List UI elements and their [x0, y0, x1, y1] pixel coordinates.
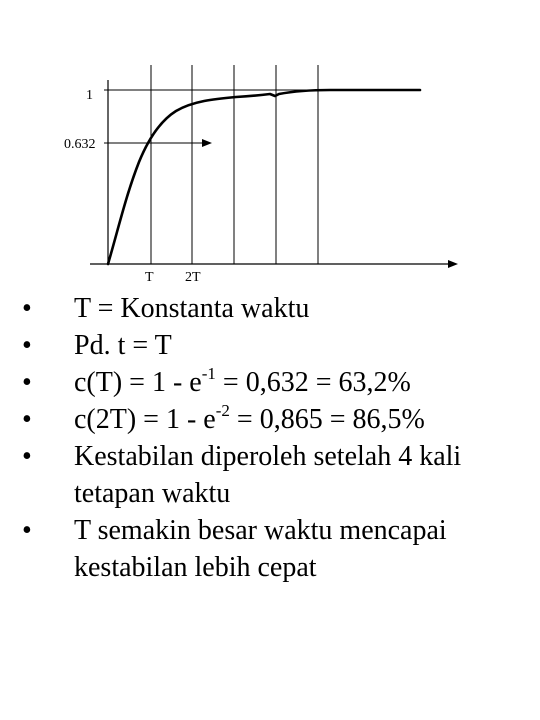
bullet-exponent: -1 — [201, 364, 216, 383]
bullet-item — [22, 327, 522, 364]
bullet-text: c(T) = 1 - e — [74, 367, 202, 398]
bullet-dot-icon: • — [22, 441, 32, 472]
bullet-text-continued: = 0,632 = 63,2% — [215, 367, 411, 398]
bullet-text: Kestabilan diperoleh setelah 4 kali tetapan waktu — [74, 441, 462, 509]
response-curve — [108, 90, 420, 264]
x-axis-arrowhead — [448, 260, 458, 268]
y-label-0632: 0.632 — [64, 137, 96, 152]
bullet-text: Pd. t = T — [74, 330, 172, 361]
bullet-item — [22, 401, 522, 438]
bullet-dot-icon: • — [22, 330, 32, 361]
bullet-item — [22, 364, 522, 401]
bullet-text: T semakin besar waktu mencapai kestabilan lebih cepat — [74, 515, 447, 583]
bullet-item — [22, 512, 522, 586]
bullet-text-continued: = 0,865 = 86,5% — [229, 404, 425, 435]
x-label-t: T — [145, 270, 154, 285]
bullet-text: T = Konstanta waktu — [74, 293, 310, 324]
bullet-item — [22, 438, 522, 512]
bullet-text: c(2T) = 1 - e — [74, 404, 216, 435]
bullet-exponent: -2 — [215, 401, 230, 420]
bullet-list — [22, 290, 522, 586]
x-label-2t: 2T — [185, 270, 201, 285]
step-response-diagram — [0, 0, 540, 300]
bullet-dot-icon: • — [22, 515, 32, 546]
reference-arrow-0632-head — [202, 139, 212, 147]
bullet-dot-icon: • — [22, 367, 32, 398]
bullet-dot-icon: • — [22, 404, 32, 435]
bullet-item — [22, 290, 522, 327]
y-label-one: 1 — [86, 88, 93, 103]
bullet-dot-icon: • — [22, 293, 32, 324]
